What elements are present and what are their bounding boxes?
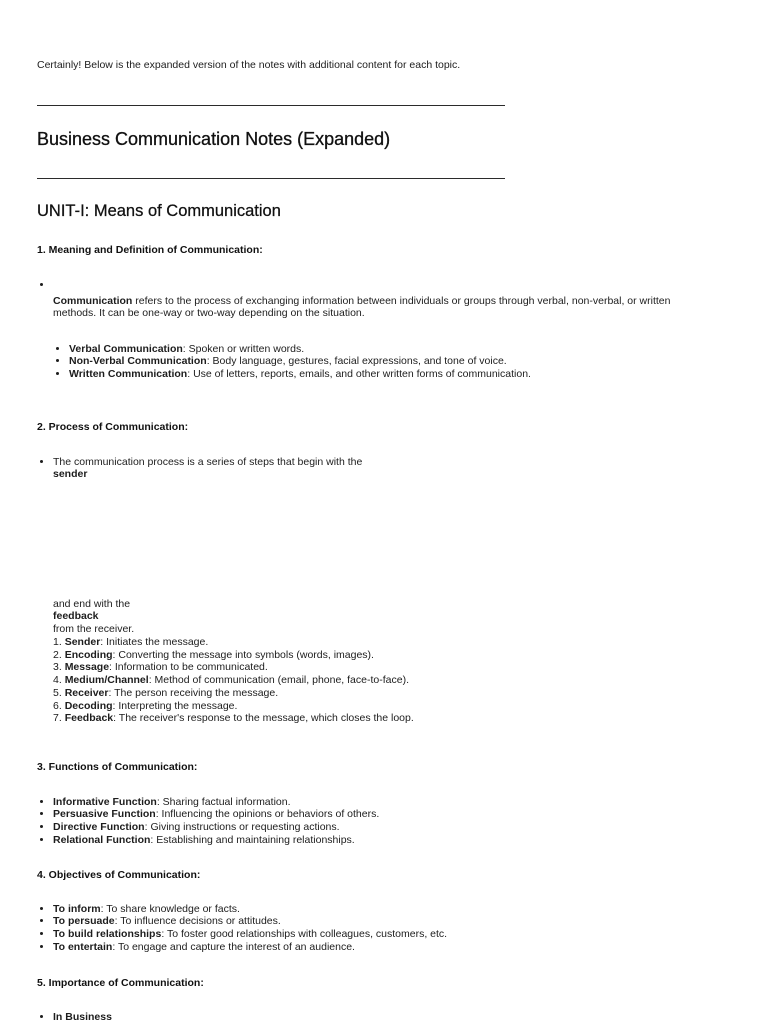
definition-text: refers to the process of exchanging information between individuals or groups through verbal, non-verbal, or written (135, 294, 671, 307)
item-term: Directive Function (53, 821, 145, 834)
process-end-line (53, 610, 414, 623)
step-term: Sender (64, 635, 101, 648)
process-intro-text: The communication process is a series of steps that begin with the (53, 455, 363, 468)
list-item (53, 821, 379, 834)
step-number: 3. (53, 661, 62, 674)
unit-title: UNIT-I: Means of Communication (37, 202, 281, 220)
process-step (53, 712, 414, 725)
process-end-term: feedback (53, 610, 99, 623)
item-term: Informative Function (53, 795, 157, 808)
document-title: Business Communication Notes (Expanded) (37, 129, 391, 149)
item-term: To entertain (53, 940, 113, 953)
process-step (53, 700, 414, 713)
process-middle-line: and end with the (53, 597, 131, 610)
item-term: Relational Function (53, 833, 151, 846)
section-heading-functions: 3. Functions of Communication: (37, 760, 198, 773)
list-item (69, 343, 531, 356)
list-item (53, 808, 379, 821)
process-start-term: sender (53, 468, 88, 481)
step-term: Receiver (64, 686, 109, 699)
step-term: Medium/Channel (64, 674, 149, 687)
list-item (53, 834, 379, 847)
step-number: 6. (53, 699, 62, 712)
item-desc: : To engage and capture the interest of an audience. (112, 940, 355, 953)
item-desc: : To foster good relationships with colleagues, customers, etc. (161, 928, 448, 941)
step-term: Encoding (64, 648, 113, 661)
process-step (53, 636, 414, 649)
item-term: To build relationships (53, 928, 162, 941)
definition-paragraph (53, 295, 670, 321)
step-term: Feedback (64, 712, 114, 725)
step-term: Decoding (64, 699, 113, 712)
list-item (53, 941, 447, 954)
importance-list (37, 1011, 112, 1024)
process-start-line (53, 468, 362, 481)
process-step (53, 674, 414, 687)
process-end-text: from the receiver. (53, 623, 135, 636)
process-continuation (53, 598, 414, 726)
item-desc: : Sharing factual information. (156, 795, 291, 808)
list-item (69, 368, 531, 381)
list-item (53, 915, 447, 928)
list-item (53, 796, 379, 809)
section-heading-importance: 5. Importance of Communication: (37, 976, 204, 989)
item-term: Written Communication (69, 368, 188, 381)
process-step (53, 687, 414, 700)
definition-list (37, 279, 53, 292)
item-desc: : Use of letters, reports, emails, and other written forms of communication. (187, 368, 531, 381)
definition-line (53, 295, 670, 308)
list-item (69, 355, 531, 368)
step-desc: : Information to be communicated. (109, 661, 268, 674)
step-desc: : Converting the message into symbols (words, images). (112, 648, 374, 661)
section-heading-meaning: 1. Meaning and Definition of Communication: (37, 243, 263, 256)
item-term: In Business (53, 1010, 112, 1023)
step-desc: : The receiver's response to the message, which closes the loop. (113, 712, 414, 725)
step-number: 4. (53, 674, 62, 687)
item-desc: : To influence decisions or attitudes. (114, 915, 281, 928)
item-desc: : To share knowledge or facts. (100, 902, 240, 915)
list-item (53, 903, 447, 916)
horizontal-rule (37, 105, 505, 106)
step-term: Message (64, 661, 110, 674)
item-term: To persuade (53, 915, 115, 928)
objectives-list (37, 903, 447, 954)
intro-text: Certainly! Below is the expanded version of the notes with additional content for each topic. (37, 58, 461, 71)
item-desc: : Influencing the opinions or behaviors of others. (155, 808, 380, 821)
list-item (53, 1011, 112, 1024)
step-number: 7. (53, 712, 62, 725)
process-step (53, 661, 414, 674)
section-heading-objectives: 4. Objectives of Communication: (37, 868, 201, 881)
definition-term: Communication (53, 294, 133, 307)
item-term: Verbal Communication (69, 342, 183, 355)
step-number: 2. (53, 648, 62, 661)
section-heading-process: 2. Process of Communication: (37, 420, 189, 433)
step-desc: : Method of communication (email, phone, face-to-face). (148, 674, 409, 687)
step-desc: : Initiates the message. (100, 635, 209, 648)
step-number: 1. (53, 635, 62, 648)
list-item (53, 456, 362, 482)
item-term: To inform (53, 902, 101, 915)
item-desc: : Spoken or written words. (182, 342, 305, 355)
step-number: 5. (53, 686, 62, 699)
item-term: Persuasive Function (53, 808, 156, 821)
process-step (53, 649, 414, 662)
functions-list (37, 796, 379, 847)
item-desc: : Giving instructions or requesting actions. (144, 821, 340, 834)
communication-types-list (53, 343, 531, 381)
process-list (37, 456, 362, 482)
step-desc: : The person receiving the message. (108, 686, 279, 699)
item-term: Non-Verbal Communication (69, 355, 207, 368)
item-desc: : Establishing and maintaining relationships. (150, 833, 355, 846)
step-desc: : Interpreting the message. (112, 699, 238, 712)
horizontal-rule (37, 178, 505, 179)
list-item (53, 928, 447, 941)
definition-line: methods. It can be one-way or two-way depending on the situation. (53, 307, 365, 320)
item-desc: : Body language, gestures, facial expressions, and tone of voice. (206, 355, 507, 368)
